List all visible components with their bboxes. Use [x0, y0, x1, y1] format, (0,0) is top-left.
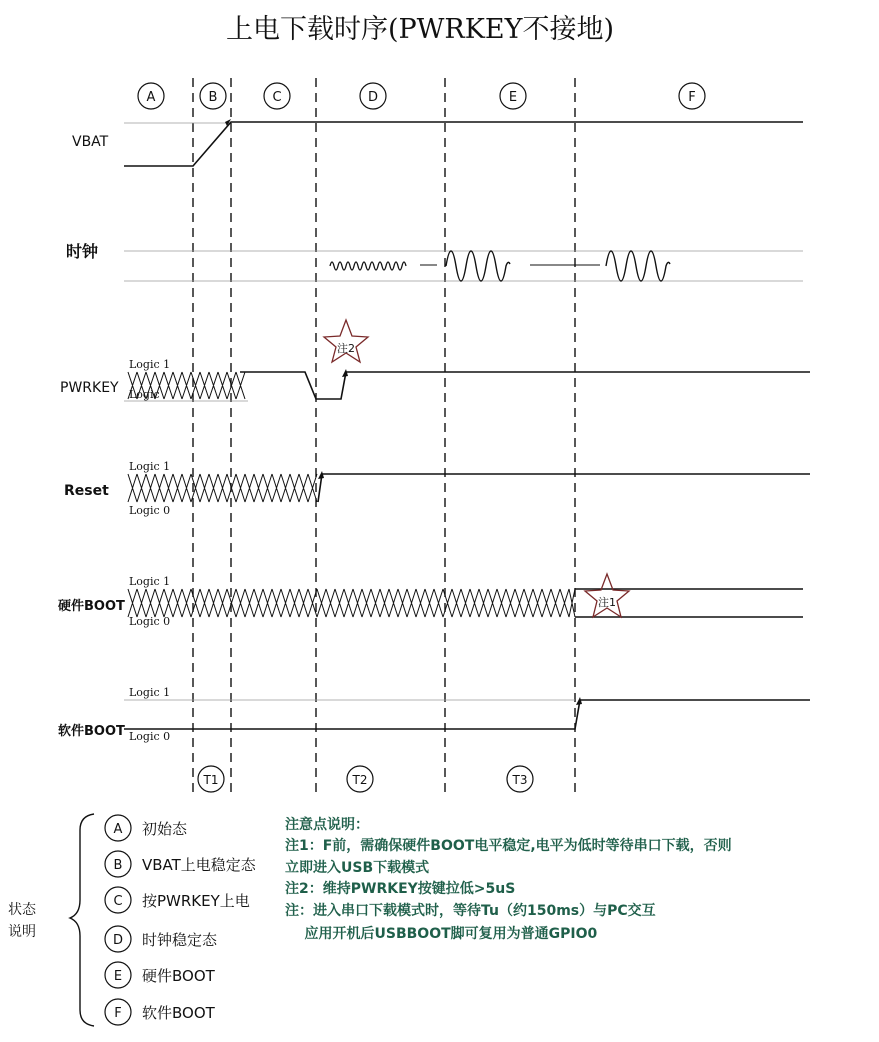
- note2-star: [324, 320, 368, 362]
- hw-boot-label: 硬件BOOT: [58, 599, 125, 614]
- legend-item-e-letter: E: [113, 969, 123, 984]
- timing-t1: [198, 766, 224, 792]
- phase-e-label: E: [508, 90, 518, 105]
- sw-boot-logic0: Logic 0: [129, 730, 171, 743]
- legend-item-d-letter: D: [112, 933, 124, 948]
- timing-t3: [507, 766, 533, 792]
- pwrkey-arrow: [342, 369, 348, 377]
- reset-logic1: Logic 1: [129, 460, 171, 473]
- notes-block: [285, 816, 732, 942]
- phase-c: [264, 83, 290, 109]
- legend-item-f: [105, 999, 216, 1025]
- reset-logic0: Logic 0: [129, 504, 171, 517]
- diagram-title: 上电下载时序(PWRKEY不接地): [225, 14, 615, 45]
- vbat-waveform: [124, 122, 803, 166]
- legend-item-b-text: VBAT上电稳定态: [142, 856, 256, 874]
- pwrkey-logic0: Logic: [129, 388, 160, 401]
- legend-group-label-2: 说明: [8, 924, 36, 940]
- legend-item-c-letter: C: [113, 894, 123, 909]
- reset-arrow: [318, 471, 324, 479]
- sw-boot-logic1: Logic 1: [129, 686, 171, 699]
- legend-item-c: [105, 887, 250, 913]
- timing-t3-label: T3: [512, 773, 528, 787]
- note-line-1: 注1：F前，需确保硬件BOOT电平稳定,电平为低时等待串口下载，否则: [285, 838, 732, 854]
- reset-undefined-region: [128, 474, 317, 502]
- phase-a-label: A: [146, 90, 156, 105]
- note2-star-label: 注2: [337, 342, 355, 355]
- legend-item-a: [105, 815, 188, 841]
- legend-item-d-text: 时钟稳定态: [142, 931, 218, 949]
- legend-item-b: [105, 851, 257, 877]
- legend-item-d: [105, 926, 218, 952]
- phase-d: [360, 83, 386, 109]
- phase-f: [679, 83, 705, 109]
- note-line-2: 立即进入USB下载模式: [285, 860, 430, 876]
- phase-d-label: D: [367, 90, 379, 105]
- legend-item-e: [105, 962, 216, 988]
- phase-b-label: B: [208, 90, 218, 105]
- hw-boot-crosshatch: [128, 589, 575, 617]
- reset-label: Reset: [64, 483, 109, 499]
- phase-boundaries: [193, 78, 575, 795]
- notes-heading: 注意点说明：: [285, 817, 369, 833]
- legend-item-f-text: 软件BOOT: [142, 1004, 215, 1022]
- clock-burst-f: [606, 251, 670, 281]
- sw-boot-arrow: [576, 697, 582, 705]
- phase-c-label: C: [272, 90, 282, 105]
- clock-burst-d: [330, 262, 406, 270]
- legend-item-a-letter: A: [113, 822, 123, 837]
- legend-item-f-letter: F: [114, 1006, 122, 1021]
- note1-star-label: 注1: [598, 596, 616, 609]
- legend-item-b-letter: B: [113, 858, 123, 873]
- timing-t2: [347, 766, 373, 792]
- pwrkey-waveform: [240, 372, 810, 399]
- phase-b: [200, 83, 226, 109]
- legend-brace: [70, 814, 94, 1026]
- phase-e: [500, 83, 526, 109]
- legend-item-e-text: 硬件BOOT: [142, 967, 215, 985]
- phase-a: [138, 83, 164, 109]
- timing-t2-label: T2: [352, 773, 368, 787]
- note-line-3: 注2：维持PWRKEY按键拉低>5uS: [285, 881, 516, 897]
- sw-boot-waveform: [124, 700, 810, 729]
- legend-group-label-1: 状态: [8, 902, 36, 918]
- phase-labels: [138, 83, 705, 109]
- clock-label: 时钟: [66, 242, 99, 261]
- hw-boot-undefined-region: [128, 589, 575, 617]
- reset-waveform: [318, 474, 810, 502]
- sw-boot-label: 软件BOOT: [58, 724, 125, 739]
- note-line-5: 应用开机后USBBOOT脚可复用为普通GPIO0: [285, 926, 598, 942]
- note1-star: [585, 574, 629, 617]
- timing-t1-label: T1: [203, 773, 219, 787]
- phase-f-label: F: [688, 90, 696, 105]
- state-legend: [8, 814, 257, 1026]
- pwrkey-label: PWRKEY: [60, 380, 119, 396]
- legend-item-c-text: 按PWRKEY上电: [142, 892, 250, 910]
- note-line-4: 注：进入串口下载模式时，等待Tu（约150ms）与PC交互: [285, 903, 656, 919]
- hw-boot-logic1: Logic 1: [129, 575, 171, 588]
- vbat-label: VBAT: [72, 134, 109, 150]
- clock-burst-e: [446, 251, 510, 281]
- pwrkey-logic1: Logic 1: [129, 358, 171, 371]
- hw-boot-logic0: Logic 0: [129, 615, 171, 628]
- legend-item-a-text: 初始态: [142, 820, 188, 838]
